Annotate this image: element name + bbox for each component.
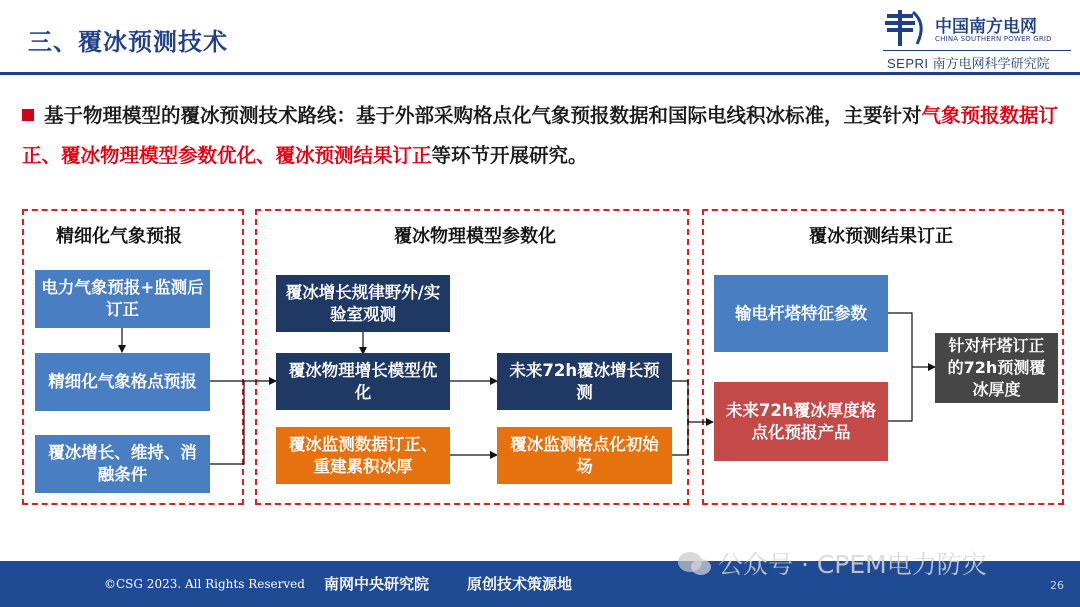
slide-title: 三、覆冰预测技术 xyxy=(28,28,228,56)
logo-divider xyxy=(883,50,1071,51)
csg-logo xyxy=(883,8,1073,70)
box-icing-conditions: 覆冰增长、维持、消融条件 xyxy=(35,435,210,493)
logo-sepri-abbr: SEPRI xyxy=(887,56,929,71)
box-72h-growth-forecast: 未来72h覆冰增长预测 xyxy=(497,353,672,410)
logo-sepri xyxy=(887,53,1050,72)
footer-copyright: ©CSG 2023. All Rights Reserved xyxy=(104,577,305,591)
wechat-icon xyxy=(675,549,715,579)
box-power-weather-forecast: 电力气象预报+监测后订正 xyxy=(35,270,210,328)
panel-result-title: 覆冰预测结果订正 xyxy=(809,226,953,247)
intro-paragraph xyxy=(22,96,1062,176)
intro-text-end: 等环节开展研究。 xyxy=(431,144,588,167)
box-icing-growth-model: 覆冰物理增长模型优化 xyxy=(276,353,450,410)
box-tower-parameters: 输电杆塔特征参数 xyxy=(714,275,888,352)
page-number: 26 xyxy=(1050,579,1064,592)
panel-model-title: 覆冰物理模型参数化 xyxy=(394,226,556,247)
bullet-square-icon xyxy=(22,109,34,121)
panel-weather-title: 精细化气象预报 xyxy=(56,226,182,247)
watermark-label: 公众号 · CPEM电力防灾 xyxy=(718,550,987,579)
box-monitoring-correction: 覆冰监测数据订正、重建累积冰厚 xyxy=(276,427,450,484)
box-tower-corrected-thickness: 针对杆塔订正的72h预测覆冰厚度 xyxy=(935,333,1058,403)
watermark-text xyxy=(718,545,987,581)
csg-emblem-icon xyxy=(883,8,929,48)
logo-sepri-name: 南方电网科学研究院 xyxy=(932,57,1050,72)
box-72h-thickness-product: 未来72h覆冰厚度格点化预报产品 xyxy=(714,382,888,461)
box-grid-initial-field: 覆冰监测格点化初始场 xyxy=(497,427,672,484)
intro-highlight: 气象预报数据订正、覆冰物理模型参数优化、覆冰预测结果订正 xyxy=(22,104,1059,167)
header-divider xyxy=(0,72,1080,75)
footer-org: 南网中央研究院 xyxy=(324,575,430,593)
box-fine-grid-forecast: 精细化气象格点预报 xyxy=(35,353,210,411)
footer-motto: 原创技术策源地 xyxy=(467,575,573,593)
box-icing-observation: 覆冰增长规律野外/实验室观测 xyxy=(276,275,450,332)
logo-english-name: CHINA SOUTHERN POWER GRID xyxy=(935,35,1052,43)
intro-text: 基于物理模型的覆冰预测技术路线：基于外部采购格点化气象预报数据和国际电线积冰标准，主要针对 xyxy=(44,104,922,127)
logo-chinese-name: 中国南方电网 xyxy=(935,17,1037,37)
